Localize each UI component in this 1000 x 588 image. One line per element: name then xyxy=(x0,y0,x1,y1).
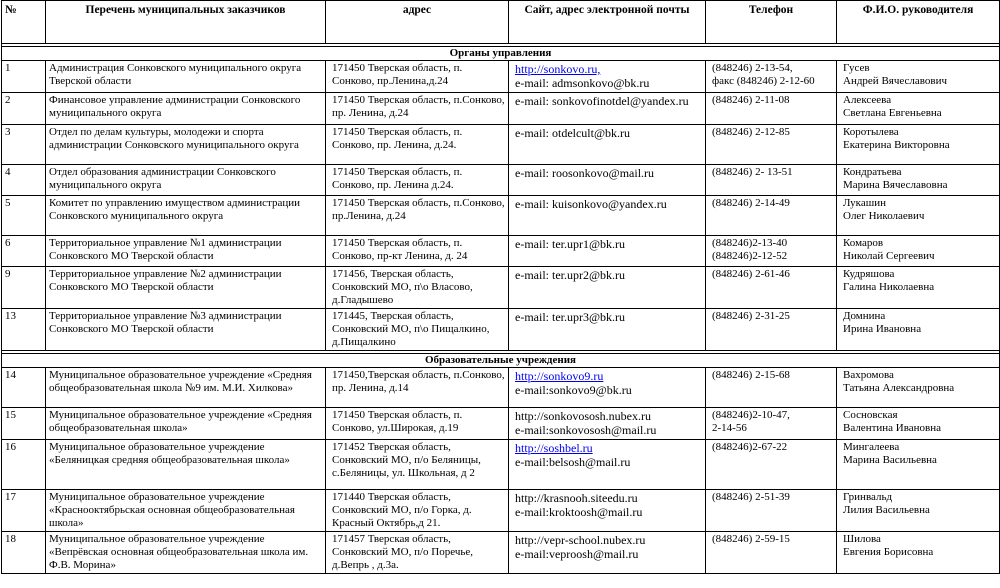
phone-text: (848246)2-67-22 xyxy=(712,441,788,453)
cell-address: 171445, Тверская область, Сонковский МО, п\о Пищалкино, д.Пищалкино xyxy=(326,309,509,351)
cell-web xyxy=(509,532,706,574)
fio-text: Марина Вячеславовна xyxy=(843,179,948,191)
website-text: http://sonkovososh.nubex.ru xyxy=(515,409,652,423)
cell-num: 13 xyxy=(2,309,46,351)
header-address: адрес xyxy=(326,1,509,44)
email-text: e-mail: roosonkovo@mail.ru xyxy=(515,166,655,180)
cell-phone xyxy=(706,490,837,532)
fio-text: Олег Николаевич xyxy=(843,210,925,222)
email-text: e-mail: otdelcult@bk.ru xyxy=(515,126,631,140)
cell-fio xyxy=(837,368,1000,408)
cell-web xyxy=(509,125,706,165)
cell-name: Комитет по управлению имуществом администрации Сонковского муниципального округа xyxy=(46,196,326,236)
table-row xyxy=(2,125,1000,165)
fio-text: Галина Николаевна xyxy=(843,281,935,293)
cell-web xyxy=(509,61,706,93)
header-name: Перечень муниципальных заказчиков xyxy=(46,1,326,44)
phone-text: (848246) 2-59-15 xyxy=(712,533,790,545)
cell-web xyxy=(509,408,706,440)
table-row xyxy=(2,165,1000,196)
cell-name: Муниципальное образовательное учреждение «Средняя общеобразовательная школа» xyxy=(46,408,326,440)
fio-text: Лилия Васильевна xyxy=(843,504,930,516)
website-text: http://vepr-school.nubex.ru xyxy=(515,533,646,547)
cell-address: 171450 Тверская область, п.Сонково, пр.Ленина, д.24 xyxy=(326,196,509,236)
website-link[interactable]: http://sonkovo.ru, xyxy=(515,62,601,76)
phone-text: (848246) 2-12-85 xyxy=(712,126,790,138)
cell-fio xyxy=(837,408,1000,440)
fio-text: Гринвальд xyxy=(843,491,893,503)
fio-text: Сосновская xyxy=(843,409,898,421)
cell-name: Муниципальное образовательное учреждение «Вепрёвская основная общеобразовательная школа им. Ф.В. Морина» xyxy=(46,532,326,574)
cell-num: 16 xyxy=(2,440,46,490)
cell-num: 6 xyxy=(2,236,46,267)
fio-text: Лукашин xyxy=(843,197,886,209)
email-text: e-mail: admsonkovo@bk.ru xyxy=(515,76,650,90)
fio-text: Шилова xyxy=(843,533,881,545)
cell-address: 171457 Тверская область, Сонковский МО, п/о Поречье, д.Вепрь , д.3а. xyxy=(326,532,509,574)
cell-address: 171450 Тверская область, п. Сонково, пр-кт Ленина, д. 24 xyxy=(326,236,509,267)
header-row xyxy=(2,1,1000,44)
email-text: e-mail: ter.upr3@bk.ru xyxy=(515,310,626,324)
cell-address: 171450 Тверская область, п. Сонково, пр.Ленина,д.24 xyxy=(326,61,509,93)
phone-text: (848246) 2-61-46 xyxy=(712,268,790,280)
cell-name: Территориальное управление №1 администрации Сонковского МО Тверской области xyxy=(46,236,326,267)
cell-fio xyxy=(837,165,1000,196)
cell-phone xyxy=(706,440,837,490)
cell-web xyxy=(509,165,706,196)
fio-text: Алексеева xyxy=(843,94,892,106)
website-link[interactable]: http://soshbel.ru xyxy=(515,441,593,455)
phone-text: 2-14-56 xyxy=(712,422,747,434)
fio-text: Ирина Ивановна xyxy=(843,323,922,335)
cell-num: 9 xyxy=(2,267,46,309)
email-text: e-mail: kuisonkovo@yandex.ru xyxy=(515,197,667,211)
fio-text: Домнина xyxy=(843,310,886,322)
phone-text: (848246) 2- 13-51 xyxy=(712,166,793,178)
cell-num: 15 xyxy=(2,408,46,440)
cell-phone xyxy=(706,93,837,125)
cell-web xyxy=(509,196,706,236)
cell-num: 3 xyxy=(2,125,46,165)
fio-text: Гусев xyxy=(843,62,870,74)
cell-web xyxy=(509,368,706,408)
cell-name: Администрация Сонковского муниципального округа Тверской области xyxy=(46,61,326,93)
fio-text: Евгения Борисовна xyxy=(843,546,934,558)
phone-text: (848246) 2-51-39 xyxy=(712,491,790,503)
cell-num: 4 xyxy=(2,165,46,196)
section-title: Образовательные учреждения xyxy=(2,354,1000,368)
cell-fio xyxy=(837,267,1000,309)
cell-address: 171452 Тверская область, Сонковский МО, п/о Беляницы, с.Беляницы, ул. Школьная, д 2 xyxy=(326,440,509,490)
fio-text: Кудряшова xyxy=(843,268,895,280)
table-row xyxy=(2,61,1000,93)
header-phone: Телефон xyxy=(706,1,837,44)
cell-fio xyxy=(837,236,1000,267)
phone-text: (848246)2-13-40 xyxy=(712,237,788,249)
email-text: e-mail: ter.upr2@bk.ru xyxy=(515,268,626,282)
cell-phone xyxy=(706,165,837,196)
website-link[interactable]: http://sonkovo9.ru xyxy=(515,369,604,383)
phone-text: (848246) 2-11-08 xyxy=(712,94,790,106)
phone-text: (848246) 2-15-68 xyxy=(712,369,790,381)
cell-address: 171450 Тверская область, п. Сонково, пр. Ленина, д.24. xyxy=(326,125,509,165)
cell-fio xyxy=(837,309,1000,351)
fio-text: Вахромова xyxy=(843,369,894,381)
table-row xyxy=(2,408,1000,440)
cell-phone xyxy=(706,532,837,574)
email-text: e-mail:kroktoosh@mail.ru xyxy=(515,505,643,519)
cell-address: 171450 Тверская область, п. Сонково, ул.Широкая, д.19 xyxy=(326,408,509,440)
table-row xyxy=(2,532,1000,574)
cell-name: Территориальное управление №3 администрации Сонковского МО Тверской области xyxy=(46,309,326,351)
cell-fio xyxy=(837,196,1000,236)
cell-web xyxy=(509,490,706,532)
cell-phone xyxy=(706,267,837,309)
email-text: e-mail:veproosh@mail.ru xyxy=(515,547,639,561)
cell-num: 1 xyxy=(2,61,46,93)
cell-fio xyxy=(837,125,1000,165)
phone-text: (848246) 2-13-54, xyxy=(712,62,793,74)
cell-name: Территориальное управление №2 администрации Сонковского МО Тверской области xyxy=(46,267,326,309)
email-text: e-mail:sonkovo9@bk.ru xyxy=(515,383,632,397)
cell-address: 171450,Тверская область, п.Сонково, пр. Ленина, д.14 xyxy=(326,368,509,408)
cell-name: Муниципальное образовательное учреждение «Средняя общеобразовательная школа №9 им. М.И. Хилкова» xyxy=(46,368,326,408)
section-row xyxy=(2,354,1000,368)
customers-table xyxy=(1,0,1000,574)
cell-web xyxy=(509,309,706,351)
cell-num: 17 xyxy=(2,490,46,532)
phone-text: (848246)2-10-47, xyxy=(712,409,790,421)
cell-fio xyxy=(837,61,1000,93)
table-row xyxy=(2,267,1000,309)
cell-web xyxy=(509,267,706,309)
cell-fio xyxy=(837,532,1000,574)
header-fio: Ф.И.О. руководителя xyxy=(837,1,1000,44)
cell-phone xyxy=(706,236,837,267)
fio-text: Валентина Ивановна xyxy=(843,422,942,434)
phone-text: (848246)2-12-52 xyxy=(712,250,788,262)
cell-phone xyxy=(706,196,837,236)
cell-name: Муниципальное образовательное учреждение «Краснооктябрьская основная общеобразовательная школа» xyxy=(46,490,326,532)
table-row xyxy=(2,236,1000,267)
cell-fio xyxy=(837,440,1000,490)
cell-web xyxy=(509,93,706,125)
cell-phone xyxy=(706,309,837,351)
fio-text: Татьяна Александровна xyxy=(843,382,955,394)
cell-name: Финансовое управление администрации Сонковского муниципального округа xyxy=(46,93,326,125)
fio-text: Кондратьева xyxy=(843,166,902,178)
cell-web xyxy=(509,440,706,490)
cell-name: Отдел по делам культуры, молодежи и спорта администрации Сонковского муниципального округа xyxy=(46,125,326,165)
fio-text: Николай Сергеевич xyxy=(843,250,935,262)
cell-address: 171456, Тверская область, Сонковский МО, п\о Власово, д.Гладышево xyxy=(326,267,509,309)
cell-num: 2 xyxy=(2,93,46,125)
table-row xyxy=(2,368,1000,408)
header-web: Сайт, адрес электронной почты xyxy=(509,1,706,44)
fio-text: Марина Васильевна xyxy=(843,454,937,466)
cell-phone xyxy=(706,61,837,93)
fio-text: Светлана Евгеньевна xyxy=(843,107,942,119)
phone-text: (848246) 2-14-49 xyxy=(712,197,790,209)
website-text: http://krasnooh.siteedu.ru xyxy=(515,491,638,505)
email-text: e-mail: sonkovofinotdel@yandex.ru xyxy=(515,94,689,108)
cell-num: 5 xyxy=(2,196,46,236)
cell-name: Муниципальное образовательное учреждение «Беляницкая средняя общеобразовательная школа» xyxy=(46,440,326,490)
table-row xyxy=(2,196,1000,236)
email-text: e-mail: ter.upr1@bk.ru xyxy=(515,237,626,251)
section-row xyxy=(2,47,1000,61)
cell-name: Отдел образования администрации Сонковского муниципального округа xyxy=(46,165,326,196)
cell-fio xyxy=(837,490,1000,532)
phone-text: (848246) 2-31-25 xyxy=(712,310,790,322)
table-row xyxy=(2,490,1000,532)
table-row xyxy=(2,309,1000,351)
table-row xyxy=(2,440,1000,490)
fio-text: Екатерина Викторовна xyxy=(843,139,950,151)
cell-num: 14 xyxy=(2,368,46,408)
cell-num: 18 xyxy=(2,532,46,574)
table-row xyxy=(2,93,1000,125)
table-body xyxy=(2,44,1000,574)
email-text: e-mail:sonkovososh@mail.ru xyxy=(515,423,657,437)
fio-text: Комаров xyxy=(843,237,884,249)
cell-address: 171440 Тверская область, Сонковский МО, п/о Горка, д. Красный Октябрь,д 21. xyxy=(326,490,509,532)
fio-text: Андрей Вячеславович xyxy=(843,75,948,87)
cell-address: 171450 Тверская область, п. Сонково, пр. Ленина д.24. xyxy=(326,165,509,196)
header-num: № xyxy=(2,1,46,44)
cell-phone xyxy=(706,125,837,165)
section-title: Органы управления xyxy=(2,47,1000,61)
cell-fio xyxy=(837,93,1000,125)
phone-text: факс (848246) 2-12-60 xyxy=(712,75,815,87)
fio-text: Мингалеева xyxy=(843,441,900,453)
cell-address: 171450 Тверская область, п.Сонково, пр. Ленина, д.24 xyxy=(326,93,509,125)
email-text: e-mail:belsosh@mail.ru xyxy=(515,455,631,469)
cell-phone xyxy=(706,368,837,408)
cell-web xyxy=(509,236,706,267)
fio-text: Коротылева xyxy=(843,126,899,138)
cell-phone xyxy=(706,408,837,440)
